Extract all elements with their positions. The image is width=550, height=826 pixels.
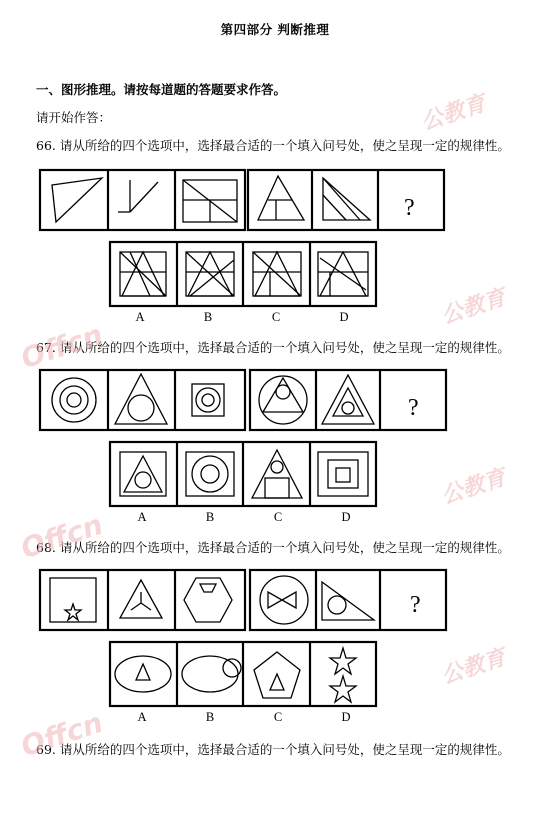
watermark-logo: 公教育 [438,285,509,330]
page-title: 第四部分 判断推理 [220,22,330,37]
q67-option-d-label[interactable]: D [341,510,351,524]
q68-option-d-label[interactable]: D [341,710,351,724]
q68-option-c-figure [254,652,300,698]
watermark-brand: Offcn [16,317,107,376]
q66-option-b-label[interactable]: B [203,310,213,324]
question-69-prompt: 69. 请从所给的四个选项中，选择最合适的一个填入问号处，使之呈现一定的规律性。 [36,742,510,757]
q68-option-b-figure [182,656,241,692]
q66-option-d-label[interactable]: D [339,310,349,324]
q68-stem-group-2 [250,570,446,630]
q68-option-d-figure [330,648,356,702]
q68-option-a-label[interactable]: A [137,710,147,724]
section-heading: 一、图形推理。请按每道题的答题要求作答。 [36,82,287,97]
watermark-logo: 公教育 [418,91,489,136]
question-68-prompt: 68. 请从所给的四个选项中，选择最合适的一个填入问号处，使之呈现一定的规律性。 [36,540,510,555]
q67-option-c-label[interactable]: C [273,510,283,524]
q68-option-c-label[interactable]: C [273,710,283,724]
watermark-logo: 公教育 [438,645,509,690]
q68-stem-group-1 [40,570,245,630]
q68-option-b-label[interactable]: B [205,710,215,724]
q66-question-mark: ? [404,195,415,221]
q66-option-a-label[interactable]: A [135,310,145,324]
q67-option-a-label[interactable]: A [137,510,147,524]
q68-question-mark: ? [410,592,421,618]
watermark-logo: 公教育 [438,465,509,510]
q68-option-a-figure [115,656,171,692]
watermark-brand: Offcn [16,507,107,566]
q66-option-c-label[interactable]: C [271,310,281,324]
question-66-prompt: 66. 请从所给的四个选项中，选择最合适的一个填入问号处，使之呈现一定的规律性。 [36,138,510,153]
start-instruction: 请开始作答： [36,110,112,125]
q67-option-b-label[interactable]: B [205,510,215,524]
question-67-prompt: 67. 请从所给的四个选项中，选择最合适的一个填入问号处，使之呈现一定的规律性。 [36,340,510,355]
watermark-brand: Offcn [16,705,107,764]
q68-options [110,642,376,706]
q67-question-mark: ? [408,395,419,421]
